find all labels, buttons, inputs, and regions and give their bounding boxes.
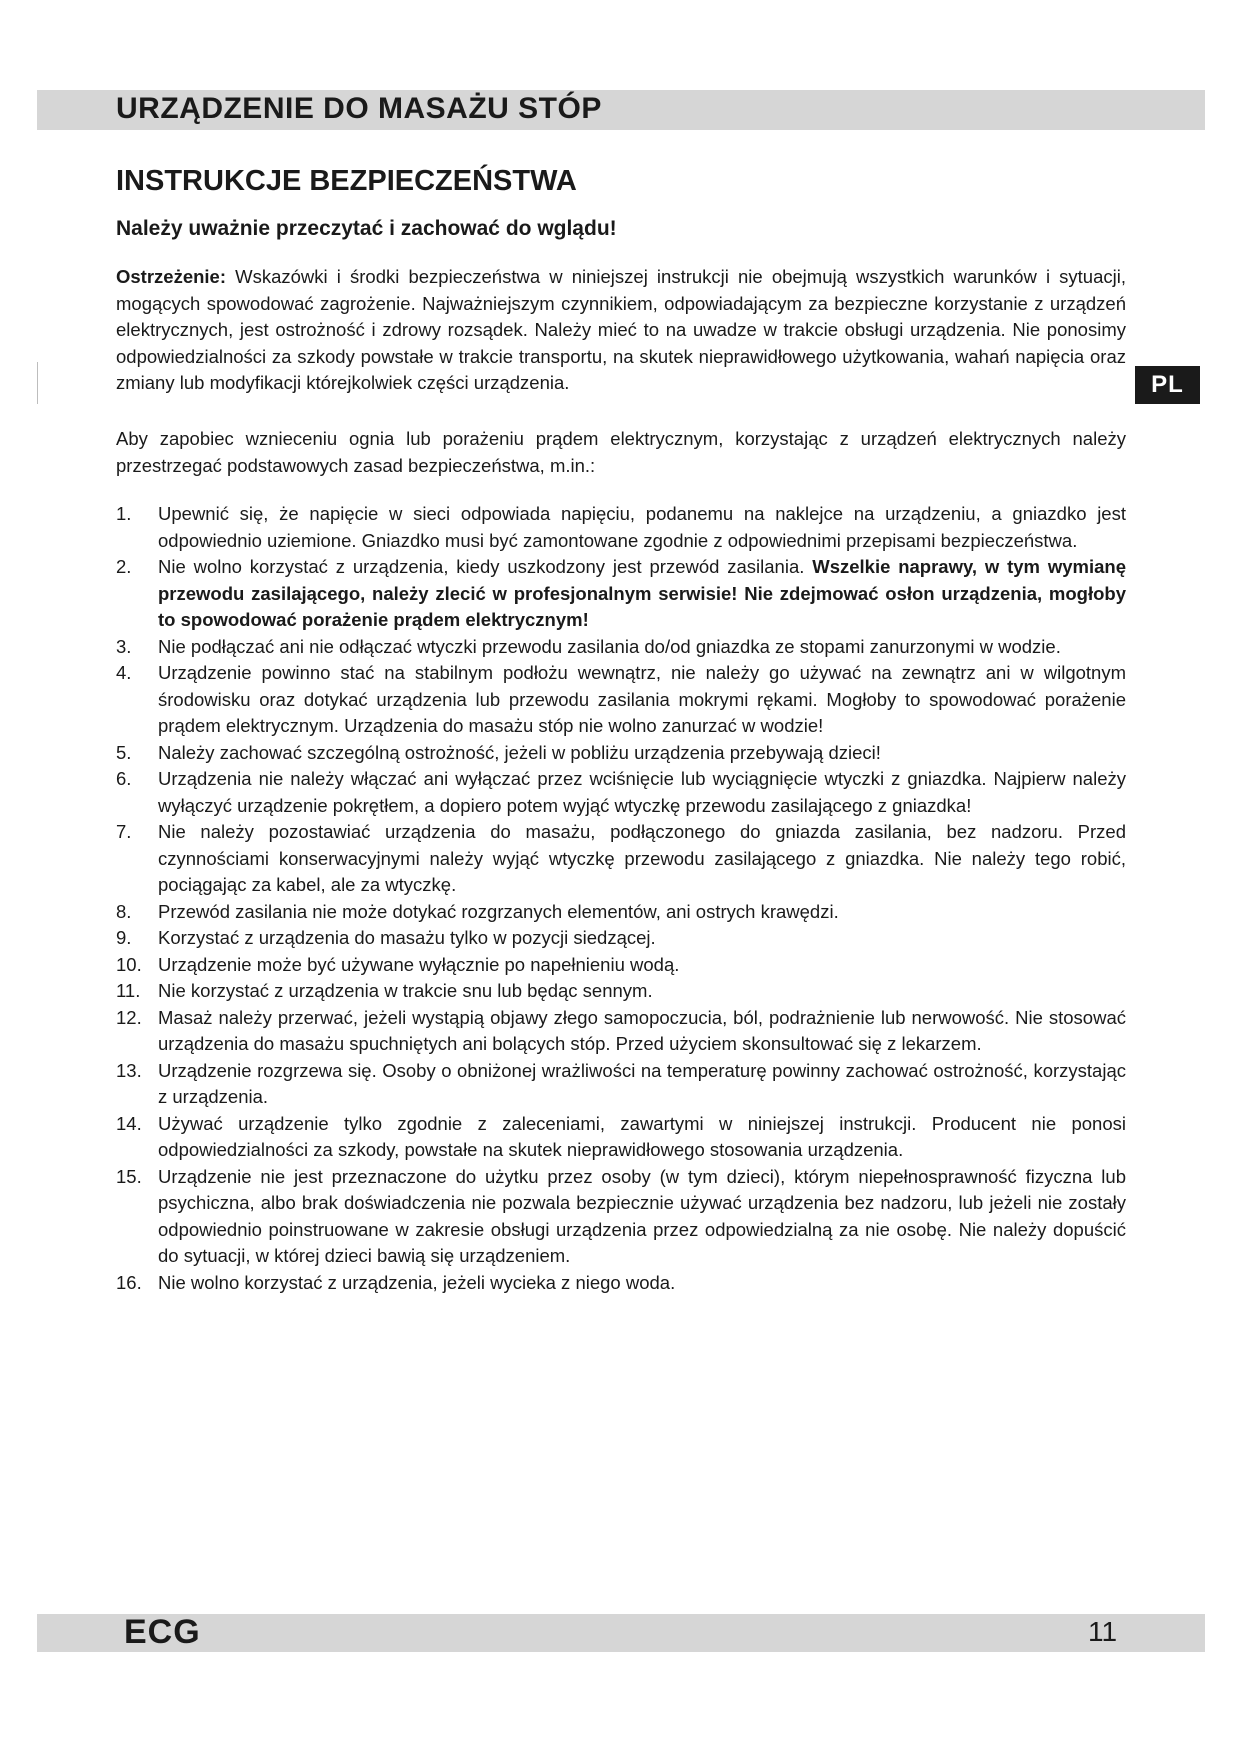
rule-text: Nie należy pozostawiać urządzenia do masażu, podłączonego do gniazda zasilania, bez nadzoru. Przed czynnościami konserwacyjnymi należy wyjąć wtyczkę przewodu zasilającego z gniazdka. Nie należy tego robić, pociągając za kabel, ale za wtyczkę. (158, 821, 1126, 895)
rule-text: Należy zachować szczególną ostrożność, jeżeli w pobliżu urządzenia przebywają dzieci! (158, 741, 881, 763)
safety-rule-item (116, 1005, 1126, 1058)
safety-rules-list (116, 501, 1126, 1296)
warning-paragraph (116, 264, 1126, 397)
rule-number: 5. (116, 741, 132, 763)
intro-paragraph: Aby zapobiec wznieceniu ognia lub porażeniu prądem elektrycznym, korzystając z urządzeń elektrycznych należy przestrzegać podstawowych zasad bezpieczeństwa, m.in.: (116, 428, 1126, 476)
rule-text: Urządzenie może być używane wyłącznie po napełnieniu wodą. (158, 953, 680, 975)
rule-text: Masaż należy przerwać, jeżeli wystąpią objawy złego samopoczucia, ból, podrażnienie lub nerwowość. Nie stosować urządzenia do masażu spuchniętych ani bolących stóp. Przed użyciem skonsultować się z lekarzem. (158, 1006, 1126, 1054)
margin-mark (37, 362, 38, 404)
rule-number: 14. (116, 1112, 142, 1134)
rule-text: Nie podłączać ani nie odłączać wtyczki przewodu zasilania do/od gniazdka ze stopami zanurzonymi w wodzie. (158, 635, 1061, 657)
rule-text: Nie wolno korzystać z urządzenia, jeżeli wycieka z niego woda. (158, 1271, 676, 1293)
section-title: INSTRUKCJE BEZPIECZEŃSTWA (116, 165, 577, 197)
safety-rule-item (116, 766, 1126, 819)
safety-rule-item (116, 1164, 1126, 1270)
rule-number: 4. (116, 662, 132, 683)
rule-number: 7. (116, 821, 132, 842)
ecg-logo: ECG (124, 1613, 201, 1651)
rule-number: 16. (116, 1271, 142, 1293)
rule-number: 2. (116, 556, 132, 577)
document-title: URZĄDZENIE DO MASAŻU STÓP (116, 92, 602, 125)
footer-bar (37, 1614, 1205, 1652)
safety-rule-item (116, 740, 1126, 767)
safety-rule-item (116, 501, 1126, 554)
rule-text: Urządzenie rozgrzewa się. Osoby o obniżonej wrażliwości na temperaturę powinny zachować ostrożność, korzystając z urządzenia. (158, 1059, 1126, 1107)
section-subtitle: Należy uważnie przeczytać i zachować do wglądu! (116, 217, 617, 240)
rule-text: Nie korzystać z urządzenia w trakcie snu lub będąc sennym. (158, 980, 653, 1001)
safety-rule-item (116, 660, 1126, 740)
rule-text: Urządzenie nie jest przeznaczone do użytku przez osoby (w tym dzieci), którym niepełnosprawność fizyczna lub psychiczna, albo brak doświadczenia nie pozwala bezpiecznie używać urządzenia bez nadzoru, lub jeżeli nie zostały odpowiednio poinstruowane w zakresie obsługi urządzenia przez odpowiedzialną za nie osobę. Nie należy dopuścić do sytuacji, w której dzieci bawią się urządzeniem. (158, 1165, 1126, 1266)
rule-text: Upewnić się, że napięcie w sieci odpowiada napięciu, podanemu na naklejce na urządzeniu, a gniazdko jest odpowiednio uziemione. Gniazdko musi być zamontowane zgodnie z odpowiednimi przepisami bezpieczeństwa. (158, 503, 1126, 551)
rule-number: 12. (116, 1006, 142, 1028)
safety-rule-item (116, 1111, 1126, 1164)
safety-rule-item (116, 634, 1126, 661)
safety-rule-item (116, 952, 1126, 979)
rule-number: 10. (116, 953, 142, 975)
rule-number: 6. (116, 768, 132, 789)
rule-emphasis-text: Wszelkie naprawy, w tym wymianę przewodu zasilającego, należy zlecić w profesjonalnym serwisie! Nie zdejmować osłon urządzenia, mogłoby to spowodować porażenie prądem elektrycznym! (158, 556, 1126, 630)
safety-rule-item (116, 978, 1126, 1005)
safety-rule-item (116, 899, 1126, 926)
safety-rule-item (116, 925, 1126, 952)
language-tab: PL (1135, 366, 1200, 404)
warning-label: Ostrzeżenie: (116, 266, 227, 287)
rule-text: Urządzenie powinno stać na stabilnym podłożu wewnątrz, nie należy go używać na zewnątrz ani w wilgotnym środowisku oraz dotykać urządzenia lub przewodu zasilania mokrymi rękami. Mogłoby to spowodować porażenie prądem elektrycznym. Urządzenia do masażu stóp nie wolno zanurzać w wodzie! (158, 662, 1126, 736)
rule-text: Używać urządzenie tylko zgodnie z zaleceniami, zawartymi w niniejszej instrukcji. Producent nie ponosi odpowiedzialności za szkody, powstałe na skutek nieprawidłowego stosowania urządzenia. (158, 1112, 1126, 1160)
rule-text: Urządzenia nie należy włączać ani wyłączać przez wciśnięcie lub wyciągnięcie wtyczki z gniazdka. Najpierw należy wyłączyć urządzenie pokrętłem, a dopiero potem wyjąć wtyczkę przewodu zasilającego z gniazdka! (158, 768, 1126, 816)
rule-text: Korzystać z urządzenia do masażu tylko w pozycji siedzącej. (158, 927, 656, 948)
safety-rule-item (116, 819, 1126, 899)
page-number: 11 (1088, 1616, 1118, 1647)
rule-number: 9. (116, 927, 132, 948)
rule-text: Nie wolno korzystać z urządzenia, kiedy uszkodzony jest przewód zasilania. (158, 556, 813, 577)
rule-number: 15. (116, 1165, 142, 1187)
safety-rule-item (116, 1270, 1126, 1297)
rule-text: Przewód zasilania nie może dotykać rozgrzanych elementów, ani ostrych krawędzi. (158, 900, 839, 922)
safety-rule-item (116, 1058, 1126, 1111)
rule-number: 11. (116, 980, 141, 1001)
rule-number: 8. (116, 900, 132, 922)
safety-rule-item (116, 554, 1126, 634)
rule-number: 1. (116, 503, 132, 524)
rule-number: 3. (116, 635, 132, 657)
warning-text: Wskazówki i środki bezpieczeństwa w niniejszej instrukcji nie obejmują wszystkich warunków i sytuacji, mogących spowodować zagrożenie. Najważniejszym czynnikiem, odpowiadającym za bezpieczne korzystanie z urządzeń elektrycznych, jest ostrożność i zdrowy rozsądek. Należy mieć to na uwadze w trakcie obsługi urządzenia. Nie ponosimy odpowiedzialności za szkody powstałe w trakcie transportu, na skutek nieprawidłowego użytkowania, wahań napięcia oraz zmiany lub modyfikacji którejkolwiek części urządzenia. (116, 266, 1126, 393)
rule-number: 13. (116, 1059, 142, 1081)
